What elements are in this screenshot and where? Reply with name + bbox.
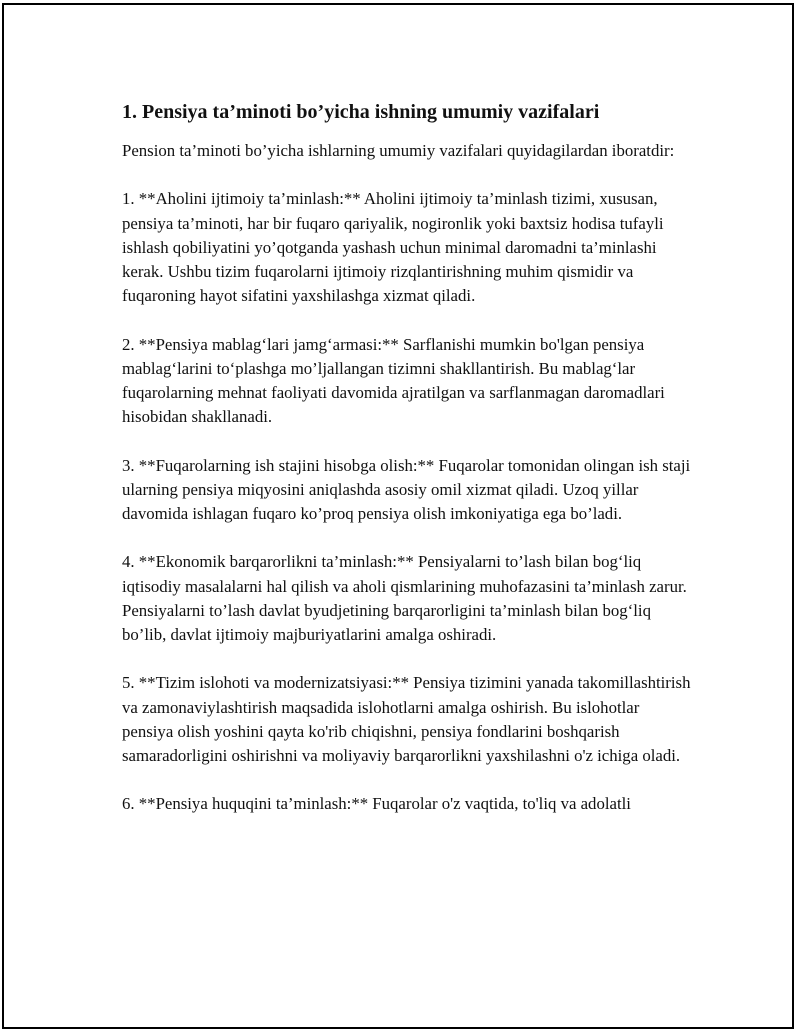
intro-paragraph: Pension ta’minoti bo’yicha ishlarning umumiy vazifalari quyidagilardan iboratdir: [122, 141, 675, 160]
task-paragraph-2: 2. **Pensiya mablag‘lari jamg‘armasi:** Sarflanishi mumkin bo'lgan pensiya mablag‘larini to‘plashga mo’ljallangan tizimni shakllantirish. Bu mablag‘lar fuqarolarning mehnat faoliyati davomida ajratilgan va sarflanmagan daromadlari hisobidan shakllanadi. [122, 334, 665, 427]
task-paragraph-1: 1. **Aholini ijtimoiy ta’minlash:** Aholini ijtimoiy ta’minlash tizimi, xususan, pensiya ta’minoti, har bir fuqaro qariyalik, nogironlik yoki baxtsiz hodisa tufayli ishlash qobiliyatini yo’qotganda yashash uchun minimal daromadni ta’minlashi kerak. Ushbu tizim fuqarolarni ijtimoiy rizqlantirishning muhim qismidir va fuqaroning hayot sifatini yaxshilashga xizmat qiladi. [122, 189, 664, 306]
task-paragraph-4: 4. **Ekonomik barqarorlikni ta’minlash:** Pensiyalarni to’lash bilan bog‘liq iqtisodiy masalalarni hal qilish va aholi qismlarining muhofazasini ta’minlash zarur. Pensiyalarni to’lash davlat byudjetining barqarorligini ta’minlash bilan bog‘liq bo’lib, davlat ijtimoiy majburiyatlarini amalga oshiradi. [122, 552, 687, 644]
task-paragraph-6: 6. **Pensiya huquqini ta’minlash:** Fuqarolar o'z vaqtida, to'liq va adolatli [122, 794, 631, 814]
task-paragraph-3: 3. **Fuqarolarning ish stajini hisobga olish:** Fuqarolar tomonidan olingan ish staji ularning pensiya miqyosini aniqlashda asosiy omil xizmat qiladi. Uzoq yillar davomida ishlagan fuqaro ko’proq pensiya olish imkoniyatiga ega bo’ladi. [122, 455, 691, 523]
page-frame [2, 3, 794, 1029]
document-body [122, 99, 692, 841]
document-title: 1. Pensiya ta’minoti bo’yicha ishning umumiy vazifalari [122, 101, 600, 123]
task-paragraph-5: 5. **Tizim islohoti va modernizatsiyasi:** Pensiya tizimini yanada takomillashtirish va zamonaviylashtirish maqsadida islohotlarni amalga oshirish. Bu islohotlar pensiya olish yoshini qayta ko'rib chiqishni, pensiya fondlarini boshqarish samaradorligini oshirishni va moliyaviy barqarorlikni yaxshilashni o'z ichiga oladi. [122, 673, 691, 765]
